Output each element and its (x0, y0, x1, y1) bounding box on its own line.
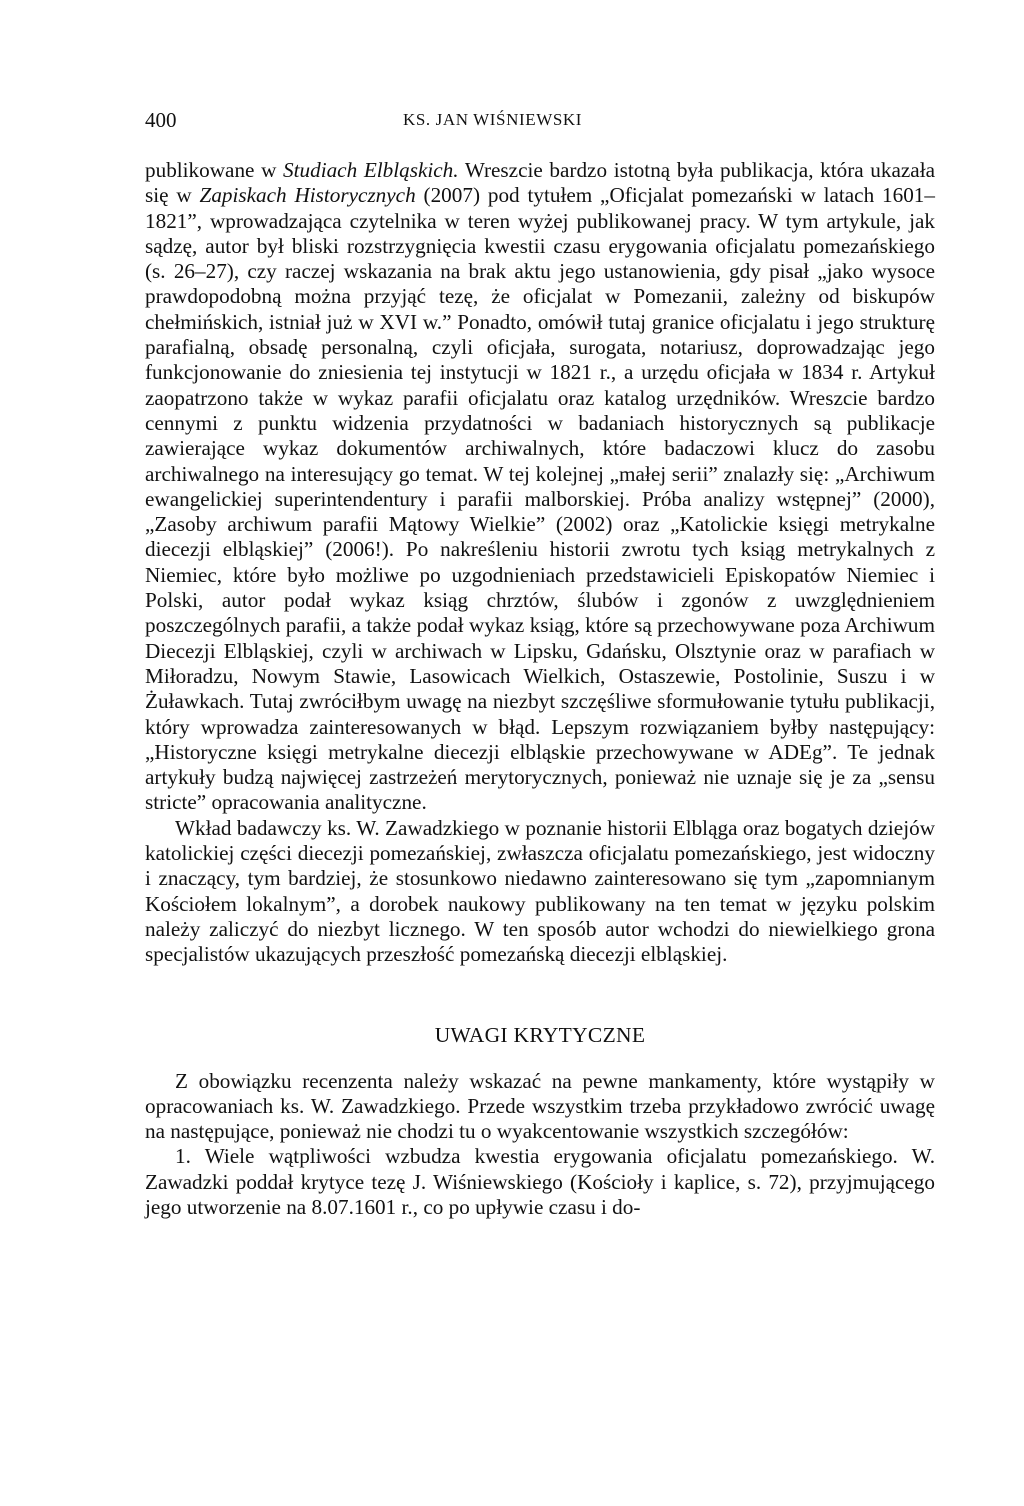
first-paragraph-lead: publikowane w (145, 158, 284, 182)
journal-title-studia-elblaskie: Studiach Elbląskich. (283, 158, 459, 182)
first-paragraph (145, 158, 935, 816)
second-paragraph: Wkład badawczy ks. W. Zawadzkiego w poznanie historii Elbląga oraz bogatych dziejów katolickiej części diecezji pomezańskiej, zwłaszcza oficjalatu pomezańskiego, jest widoczny i znaczący, tym bardziej, że stosunkowo niedawno zainteresowano się tym „zapomnianym Kościołem lokalnym”, a dorobek naukowy publikowany na ten temat w języku polskim należy zaliczyć do niezbyt licznego. W ten sposób autor wchodzi do niewielkiego grona specjalistów ukazujących przeszłość pomezańską diecezji elbląskiej. (145, 815, 935, 967)
first-paragraph-part-2: (2007) pod tytułem „Oficjalat pomezański w latach 1601–1821”, wprowadzająca czytelnika w teren wyżej publikowanej pracy. W tym artykule, jak sądzę, autor był bliski rozstrzygnięcia kwestii czasu erygowania oficjalatu pomezańskiego (s. 26–27), czy raczej wskazania na brak aktu jego ustanowienia, gdy pisał „jako wysoce prawdopodobną można przyjąć tezę, że oficjalat w Pomezanii, zależny od biskupów chełmińskich, istniał już w XVI w.” Ponadto, omówił tutaj granice oficjalatu i jego strukturę parafialną, obsadę personalną, czyli oficjała, surogata, notariusz, doprowadzając jego funkcjonowanie do zniesienia tej instytucji w 1821 r., a urzędu oficjała w 1834 r. Artykuł zaopatrzono także w wykaz parafii oficjalatu oraz katalog urzędników. Wreszcie bardzo cennymi z punktu widzenia przydatności w badaniach historycznych są publikacje zawierające wykaz dokumentów archiwalnych, które badaczowi klucz do zasobu archiwalnego na interesujący go temat. W tej kolejnej „małej serii” znalazły się: „Archiwum ewangelickiej superintendentury i parafii malborskiej. Próba analizy wstępnej” (2000), „Zasoby archiwum parafii Mątowy Wielkie” (2002) oraz „Katolickie księgi metrykalne diecezji elbląskiej” (2006!). Po nakreśleniu historii zwrotu tych ksiąg metrykalnych z Niemiec, które było możliwe po uzgodnieniach przedstawicieli Episkopatów Niemiec i Polski, autor podał wykaz ksiąg chrztów, ślubów i zgonów z uwzględnieniem poszczególnych parafii, a także podał wykaz ksiąg, które są przechowywane poza Archiwum Diecezji Elbląskiej, czyli w archiwach w Lipsku, Gdańsku, Olsztynie oraz w parafiach w Miłoradzu, Nowym Stawie, Lasowicach Wielkich, Ostaszewie, Postolinie, Suszu i w Żuławkach. Tutaj zwróciłbym uwagę na niezbyt szczęśliwe sformułowanie tytułu publikacji, który wprowadza zainteresowanych w błąd. Lepszym rozwiązaniem byłby następujący: „Historyczne księgi metrykalne diecezji elbląskie przechowywane w ADEg”. Te jednak artykuły budzą najwięcej zastrzeżeń merytorycznych, ponieważ nie uznaje się je za „sensu stricte” opracowania analityczne. (145, 183, 935, 815)
journal-title-zapiski-historyczne: Zapiskach Historycznych (199, 183, 416, 208)
article-body (145, 158, 935, 1220)
third-paragraph: Z obowiązku recenzenta należy wskazać na pewne mankamenty, które wystąpiły w opracowaniach ks. W. Zawadzkiego. Przede wszystkim trzeba przykładowo zwrócić uwagę na następujące, ponieważ nie chodzi tu o wyakcentowanie wszystkich szczegółów: (145, 1068, 935, 1144)
first-paragraph-part-1: Wreszcie bardzo istotną była publikacja, która ukazała się w (145, 158, 935, 208)
document-page (145, 102, 935, 1220)
page-number: 400 (145, 108, 177, 132)
running-head (145, 102, 935, 138)
fourth-paragraph: 1. Wiele wątpliwości wzbudza kwestia erygowania oficjalatu pomezańskiego. W. Zawadzki poddał krytyce tezę J. Wiśniewskiego (Kościoły i kaplice, s. 72), przyjmującego jego utworzenie na 8.07.1601 r., co po upływie czasu i do- (145, 1144, 935, 1219)
section-title: UWAGI KRYTYCZNE (434, 1022, 646, 1047)
running-title-author: KS. JAN WIŚNIEWSKI (403, 110, 583, 129)
